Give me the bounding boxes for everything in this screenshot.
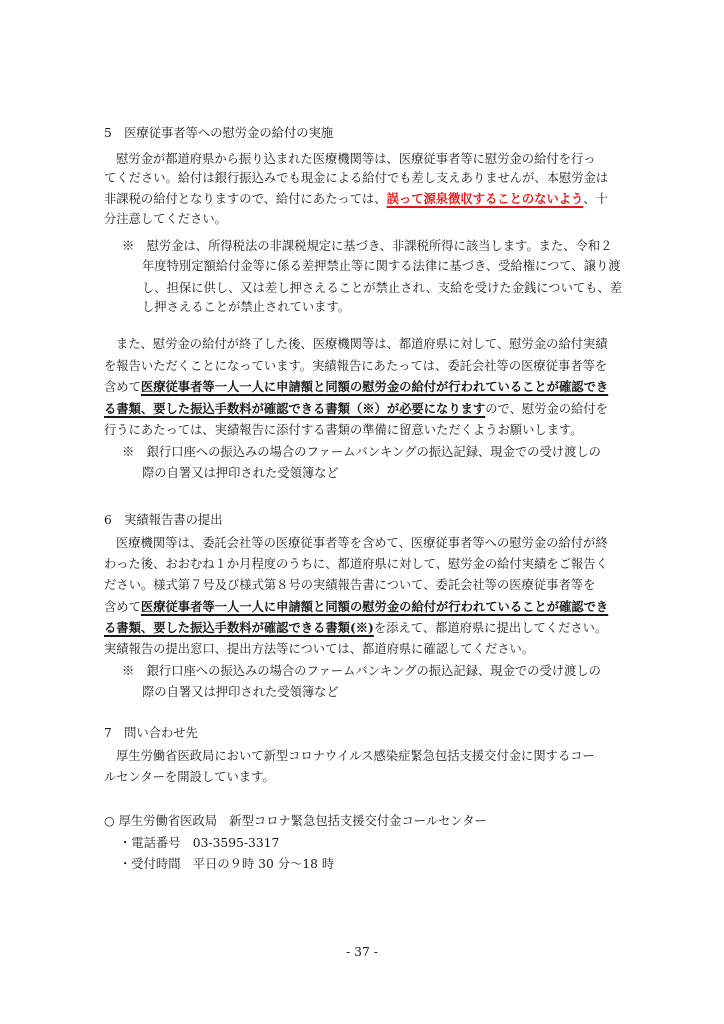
paragraph-text: 含めて [104, 600, 141, 614]
note-line: 際の自署又は押印された受領簿など [142, 466, 339, 480]
bold-emphasis: る書類、要した振込手数料が確認できる書類(※) [104, 620, 374, 635]
bold-emphasis: 医療従事者等一人一人に申請額と同額の慰労金の給付が行われていることが確認でき [140, 379, 609, 394]
section-7-paragraph-line: ルセンターを開設しています。 [104, 770, 275, 784]
page-number: - 37 - [346, 945, 378, 959]
section-5-paragraph-line: を報告いただくことになっています。実績報告にあたっては、委託会社等の医療従事者等を [104, 359, 608, 373]
section-5-heading: 5 医療従事者等への慰労金の給付の実施 [104, 126, 334, 140]
section-5-paragraph-line [104, 400, 608, 418]
paragraph-text: ので、慰労金の給付を [485, 402, 608, 416]
section-6-paragraph-line: 医療機関等は、委託会社等の医療従事者等を含めて、医療従事者等への慰労金の給付が終 [116, 536, 608, 550]
section-5-paragraph-line: 慰労金が都道府県から振り込まれた医療機関等は、医療従事者等に慰労金の給付を行っ [116, 152, 596, 166]
section-5-paragraph-line: 分注意してください。 [104, 212, 227, 226]
contact-hours: ・受付時間 平日の９時 30 分～18 時 [119, 857, 335, 871]
section-5-paragraph-line: また、慰労金の給付が終了した後、医療機関等は、都道府県に対して、慰労金の給付実績 [116, 337, 608, 351]
section-6-paragraph-line [104, 598, 608, 616]
note-line: し、担保に供し、又は差し押さえることが禁止され、支給を受けた金銭についても、差 [142, 281, 623, 295]
section-6-paragraph-line: 実績報告の提出窓口、提出方法等については、都道府県に確認してください。 [104, 642, 535, 656]
contact-phone: ・電話番号 03-3595-3317 [119, 836, 280, 850]
warning-emphasis: 誤って源泉徴収することのないよう [386, 191, 584, 206]
note-line: ※ 慰労金は、所得税法の非課税規定に基づき、非課税所得に該当します。また、令和２ [122, 239, 613, 253]
note-line: 際の自署又は押印された受領簿など [142, 685, 339, 699]
section-6-paragraph-line: ださい。様式第７号及び様式第８号の実績報告書について、委託会社等の医療従事者等を [104, 578, 596, 592]
paragraph-text: 含めて [104, 380, 141, 394]
section-6-paragraph-line [104, 619, 607, 637]
bold-emphasis: る書類、要した振込手数料が確認できる書類（※）が必要になります [104, 401, 486, 416]
section-7-heading: 7 問い合わせ先 [104, 726, 198, 740]
section-5-paragraph-line: 行うにあたっては、実績報告に添付する書類の準備に留意いただくようお願いします。 [104, 423, 583, 437]
note-line: 年度特別定額給付金等に係る差押禁止等に関する法律に基づき、受給権につて、譲り渡 [142, 259, 621, 273]
contact-title: ○ 厚生労働省医政局 新型コロナ緊急包括支援交付金コールセンター [104, 814, 487, 828]
section-6-heading: 6 実績報告書の提出 [104, 513, 223, 527]
section-7-paragraph-line: 厚生労働省医政局において新型コロナウイルス感染症緊急包括支援交付金に関するコー [116, 749, 595, 763]
section-5-paragraph-line: てください。給付は銀行振込みでも現金による給付でも差し支えありませんが、本慰労金は [104, 171, 609, 185]
section-5-paragraph-line [104, 190, 608, 208]
note-line: し押さえることが禁止されています。 [142, 300, 351, 314]
note-line: ※ 銀行口座への振込みの場合のファームバンキングの振込記録、現金での受け渡しの [122, 445, 601, 459]
section-5-paragraph-line [104, 378, 608, 396]
section-6-paragraph-line: わった後、おおむね１か月程度のうちに、都道府県に対して、慰労金の給付実績をご報告く [104, 557, 608, 571]
paragraph-text: を添えて、都道府県に提出してください。 [373, 621, 608, 635]
paragraph-text: 非課税の給付となりますので、給付にあたっては、 [104, 192, 387, 206]
bold-emphasis: 医療従事者等一人一人に申請額と同額の慰労金の給付が行われていることが確認でき [140, 599, 609, 614]
note-line: ※ 銀行口座への振込みの場合のファームバンキングの振込記録、現金での受け渡しの [122, 664, 601, 678]
paragraph-text: 、十 [583, 192, 608, 206]
